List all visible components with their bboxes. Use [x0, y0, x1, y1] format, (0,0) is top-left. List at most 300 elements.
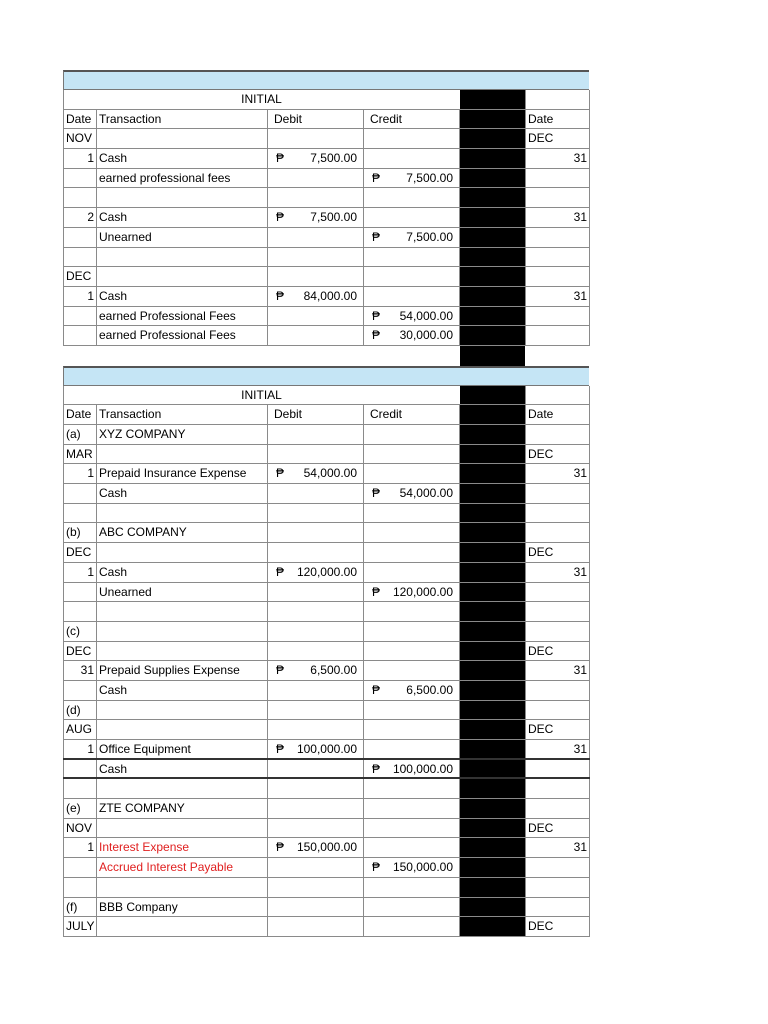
credit-cell-content [366, 228, 457, 247]
black-column-cell [460, 622, 525, 641]
credit-cell[interactable] [363, 464, 460, 483]
table-row [63, 523, 590, 543]
black-column-cell [460, 386, 525, 405]
black-column-cell [460, 248, 525, 267]
debit-cell-content [270, 740, 361, 758]
transaction-cell[interactable] [96, 642, 267, 661]
amount-value: 7,500.00 [310, 210, 357, 225]
journal-section-2 [63, 366, 590, 937]
amount-value: 6,500.00 [310, 663, 357, 678]
date-cell[interactable]: DEC [63, 267, 96, 286]
table-row [63, 563, 590, 583]
date2-cell[interactable] [525, 326, 590, 345]
date2-cell[interactable]: DEC [525, 642, 590, 661]
transaction-cell[interactable] [96, 248, 267, 267]
table-row [63, 602, 590, 622]
transaction-cell[interactable]: Cash [96, 287, 267, 306]
debit-cell[interactable] [267, 307, 363, 326]
table-row [63, 701, 590, 721]
date2-cell[interactable] [525, 523, 590, 542]
black-column-cell [460, 523, 525, 542]
debit-cell-content [270, 208, 361, 227]
date-cell[interactable]: 1 [63, 149, 96, 168]
date2-cell[interactable]: DEC [525, 129, 590, 148]
transaction-cell[interactable] [96, 917, 267, 936]
debit-cell[interactable] [267, 740, 363, 758]
black-column-cell [460, 681, 525, 700]
date-cell[interactable]: NOV [63, 129, 96, 148]
table-row [63, 208, 590, 228]
debit-cell[interactable] [267, 326, 363, 345]
date-cell[interactable]: (d) [63, 701, 96, 720]
credit-cell[interactable] [363, 898, 460, 917]
debit-cell[interactable] [267, 543, 363, 562]
initial-label: INITIAL [241, 92, 282, 106]
header-credit: Credit [363, 405, 460, 424]
header-debit: Debit [267, 405, 363, 424]
date-cell[interactable]: (e) [63, 799, 96, 818]
black-column-cell [460, 917, 525, 936]
credit-cell[interactable] [363, 661, 460, 680]
transaction-cell[interactable]: Prepaid Supplies Expense [96, 661, 267, 680]
date-cell[interactable] [63, 248, 96, 267]
amount-value: 120,000.00 [392, 584, 453, 599]
debit-cell[interactable] [267, 838, 363, 857]
peso-symbol: ₱ [372, 584, 381, 599]
amount-value: 6,500.00 [406, 682, 453, 697]
date2-cell[interactable] [525, 760, 590, 778]
date2-cell[interactable]: 31 [525, 838, 590, 857]
date2-cell[interactable]: 31 [525, 208, 590, 227]
table-row [63, 248, 590, 268]
debit-cell[interactable] [267, 661, 363, 680]
debit-cell[interactable] [267, 188, 363, 207]
transaction-cell[interactable]: XYZ COMPANY [96, 425, 267, 444]
debit-cell[interactable] [267, 287, 363, 306]
transaction-cell[interactable]: Cash [96, 760, 267, 778]
debit-cell[interactable] [267, 504, 363, 523]
amount-value: 150,000.00 [296, 840, 357, 855]
table-row [63, 169, 590, 189]
date-cell[interactable]: MAR [63, 445, 96, 464]
date2-cell[interactable] [525, 799, 590, 818]
black-column-cell [460, 779, 525, 798]
credit-cell[interactable] [363, 858, 460, 877]
credit-cell[interactable] [363, 169, 460, 188]
debit-cell[interactable] [267, 583, 363, 602]
transaction-cell[interactable]: Unearned [96, 583, 267, 602]
debit-cell[interactable] [267, 464, 363, 483]
table-row [63, 149, 590, 169]
journal-section-1 [63, 70, 590, 346]
transaction-cell[interactable]: earned Professional Fees [96, 326, 267, 345]
transaction-cell[interactable]: Cash [96, 484, 267, 503]
section-header-band [63, 70, 589, 90]
credit-cell[interactable] [363, 267, 460, 286]
debit-cell[interactable] [267, 858, 363, 877]
initial-row [63, 90, 590, 110]
date-cell[interactable]: 1 [63, 838, 96, 857]
credit-cell[interactable] [363, 425, 460, 444]
black-column-cell [460, 188, 525, 207]
date2-cell[interactable]: DEC [525, 445, 590, 464]
debit-cell[interactable] [267, 445, 363, 464]
black-column-cell [460, 287, 525, 306]
black-column-cell [460, 129, 525, 148]
debit-cell[interactable] [267, 602, 363, 621]
debit-cell[interactable] [267, 149, 363, 168]
table-row [63, 878, 590, 898]
black-column-cell [460, 228, 525, 247]
credit-cell[interactable] [363, 208, 460, 227]
date2-cell[interactable]: 31 [525, 464, 590, 483]
black-column-cell [460, 267, 525, 286]
credit-cell[interactable] [363, 602, 460, 621]
credit-cell[interactable] [363, 917, 460, 936]
transaction-cell[interactable] [96, 129, 267, 148]
transaction-cell[interactable]: ABC COMPANY [96, 523, 267, 542]
credit-cell[interactable] [363, 720, 460, 739]
peso-symbol: ₱ [372, 229, 381, 244]
debit-cell-content [270, 149, 361, 168]
credit-cell[interactable] [363, 563, 460, 582]
date-cell[interactable] [63, 228, 96, 247]
credit-cell[interactable] [363, 583, 460, 602]
date2-cell[interactable] [525, 622, 590, 641]
credit-cell-content [366, 307, 457, 326]
debit-cell[interactable] [267, 129, 363, 148]
transaction-cell[interactable] [96, 779, 267, 798]
date-cell[interactable]: (a) [63, 425, 96, 444]
transaction-cell[interactable]: Cash [96, 563, 267, 582]
peso-symbol: ₱ [372, 682, 381, 697]
transaction-cell[interactable] [96, 878, 267, 897]
credit-cell-content [366, 484, 457, 503]
black-column-cell [460, 898, 525, 917]
peso-symbol: ₱ [276, 466, 285, 481]
debit-cell-content [270, 287, 361, 306]
date2-cell[interactable]: DEC [525, 720, 590, 739]
header-date-right: Date [525, 110, 590, 129]
debit-cell[interactable] [267, 267, 363, 286]
credit-cell[interactable] [363, 779, 460, 798]
date2-cell[interactable] [525, 701, 590, 720]
credit-cell[interactable] [363, 878, 460, 897]
black-column-cell [460, 819, 525, 838]
debit-cell[interactable] [267, 523, 363, 542]
debit-cell[interactable] [267, 642, 363, 661]
credit-cell[interactable] [363, 504, 460, 523]
credit-cell[interactable] [363, 819, 460, 838]
table-row [63, 740, 590, 760]
date2-cell[interactable] [525, 504, 590, 523]
debit-cell[interactable] [267, 563, 363, 582]
date2-cell[interactable] [525, 681, 590, 700]
credit-cell[interactable] [363, 445, 460, 464]
credit-cell[interactable] [363, 622, 460, 641]
table-row [63, 819, 590, 839]
black-column-cell [460, 720, 525, 739]
table-row [63, 681, 590, 701]
date-cell[interactable] [63, 583, 96, 602]
date-cell[interactable]: (f) [63, 898, 96, 917]
date2-cell[interactable] [525, 267, 590, 286]
black-column-cell [460, 543, 525, 562]
credit-cell[interactable] [363, 523, 460, 542]
date2-cell[interactable]: 31 [525, 740, 590, 758]
table-row [63, 799, 590, 819]
date2-cell[interactable] [525, 386, 590, 405]
table-row [63, 484, 590, 504]
initial-label: INITIAL [241, 387, 282, 402]
transaction-cell[interactable] [96, 622, 267, 641]
date-cell[interactable]: 1 [63, 563, 96, 582]
peso-symbol: ₱ [372, 860, 381, 875]
amount-value: 100,000.00 [392, 761, 453, 776]
table-row [63, 720, 590, 740]
debit-cell[interactable] [267, 779, 363, 798]
debit-cell[interactable] [267, 228, 363, 247]
date2-cell[interactable]: 31 [525, 287, 590, 306]
date-cell[interactable]: 31 [63, 661, 96, 680]
date-cell[interactable] [63, 858, 96, 877]
date-cell[interactable]: NOV [63, 819, 96, 838]
amount-value: 100,000.00 [296, 742, 357, 756]
debit-cell[interactable] [267, 248, 363, 267]
debit-cell[interactable] [267, 484, 363, 503]
black-column-cell [460, 760, 525, 778]
date-cell[interactable] [63, 504, 96, 523]
peso-symbol: ₱ [372, 486, 381, 501]
date2-cell[interactable] [525, 188, 590, 207]
black-column-cell [460, 602, 525, 621]
date2-cell[interactable] [525, 779, 590, 798]
credit-cell[interactable] [363, 681, 460, 700]
black-column-cell [460, 583, 525, 602]
amount-value: 7,500.00 [406, 229, 453, 244]
date-cell[interactable]: (b) [63, 523, 96, 542]
date2-cell[interactable] [525, 90, 590, 109]
amount-value: 7,500.00 [406, 170, 453, 185]
credit-cell[interactable] [363, 188, 460, 207]
date2-cell[interactable] [525, 602, 590, 621]
table-row [63, 661, 590, 681]
table-row [63, 858, 590, 878]
black-column-cell [460, 740, 525, 758]
amount-value: 30,000.00 [399, 328, 453, 343]
date2-cell[interactable]: 31 [525, 149, 590, 168]
date-cell[interactable] [63, 602, 96, 621]
amount-value: 7,500.00 [310, 151, 357, 166]
section-gap [63, 346, 590, 366]
credit-cell[interactable] [363, 307, 460, 326]
amount-value: 54,000.00 [399, 486, 453, 501]
credit-cell[interactable] [363, 228, 460, 247]
section-header-band [63, 366, 589, 386]
date-cell[interactable]: (c) [63, 622, 96, 641]
debit-cell[interactable] [267, 681, 363, 700]
transaction-cell[interactable]: Interest Expense [96, 838, 267, 857]
credit-cell[interactable] [363, 149, 460, 168]
date2-cell[interactable] [525, 858, 590, 877]
table-row [63, 287, 590, 307]
transaction-cell[interactable]: ZTE COMPANY [96, 799, 267, 818]
date2-cell[interactable] [525, 307, 590, 326]
credit-cell-content [366, 583, 457, 602]
transaction-cell[interactable]: Accrued Interest Payable [96, 858, 267, 877]
black-column-cell [460, 326, 525, 345]
date2-cell[interactable]: DEC [525, 819, 590, 838]
journal-sheet [63, 70, 590, 937]
credit-cell-content [366, 681, 457, 700]
transaction-cell[interactable]: earned professional fees [96, 169, 267, 188]
black-column-cell [460, 464, 525, 483]
credit-cell[interactable] [363, 543, 460, 562]
debit-cell[interactable] [267, 878, 363, 897]
black-column-cell [460, 799, 525, 818]
credit-cell[interactable] [363, 701, 460, 720]
date2-cell[interactable] [525, 248, 590, 267]
date2-cell[interactable]: DEC [525, 543, 590, 562]
credit-cell-content [366, 760, 457, 778]
transaction-cell[interactable]: Cash [96, 681, 267, 700]
transaction-cell[interactable] [96, 267, 267, 286]
transaction-cell[interactable] [96, 188, 267, 207]
date-cell[interactable] [63, 760, 96, 778]
date2-cell[interactable]: 31 [525, 563, 590, 582]
date2-cell[interactable] [525, 484, 590, 503]
date-cell[interactable]: JULY [63, 917, 96, 936]
amount-value: 84,000.00 [303, 288, 357, 303]
table-row [63, 779, 590, 799]
debit-cell[interactable] [267, 701, 363, 720]
transaction-cell[interactable]: earned Professional Fees [96, 307, 267, 326]
transaction-cell[interactable] [96, 504, 267, 523]
black-column-cell [460, 701, 525, 720]
table-row [63, 622, 590, 642]
date-cell[interactable]: 1 [63, 464, 96, 483]
transaction-cell[interactable] [96, 720, 267, 739]
date2-cell[interactable] [525, 898, 590, 917]
date2-cell[interactable]: 31 [525, 661, 590, 680]
header-date: Date [63, 405, 96, 424]
transaction-cell[interactable]: Cash [96, 149, 267, 168]
debit-cell[interactable] [267, 720, 363, 739]
credit-cell[interactable] [363, 799, 460, 818]
black-column-cell [460, 405, 525, 424]
date-cell[interactable]: DEC [63, 642, 96, 661]
credit-cell[interactable] [363, 326, 460, 345]
debit-cell[interactable] [267, 169, 363, 188]
black-column-cell [460, 208, 525, 227]
date2-cell[interactable] [525, 425, 590, 444]
date-cell[interactable] [63, 681, 96, 700]
table-row [63, 445, 590, 465]
debit-cell[interactable] [267, 819, 363, 838]
peso-symbol: ₱ [276, 742, 285, 756]
table-row [63, 267, 590, 287]
peso-symbol: ₱ [372, 308, 381, 323]
date2-cell[interactable] [525, 228, 590, 247]
transaction-cell[interactable]: Prepaid Insurance Expense [96, 464, 267, 483]
credit-cell[interactable] [363, 838, 460, 857]
date-cell[interactable]: 2 [63, 208, 96, 227]
header-date-right: Date [525, 405, 590, 424]
debit-cell[interactable] [267, 208, 363, 227]
black-column-cell [460, 878, 525, 897]
date-cell[interactable]: AUG [63, 720, 96, 739]
black-column-cell [460, 445, 525, 464]
peso-symbol: ₱ [276, 564, 285, 579]
credit-cell-content [366, 169, 457, 188]
credit-cell[interactable] [363, 248, 460, 267]
credit-cell[interactable] [363, 740, 460, 758]
date-cell[interactable] [63, 326, 96, 345]
peso-symbol: ₱ [276, 663, 285, 678]
debit-cell[interactable] [267, 760, 363, 778]
date-cell[interactable] [63, 188, 96, 207]
credit-cell[interactable] [363, 642, 460, 661]
black-column-cell [460, 563, 525, 582]
credit-cell[interactable] [363, 287, 460, 306]
column-header-row [63, 405, 590, 425]
date2-cell[interactable]: DEC [525, 917, 590, 936]
credit-cell[interactable] [363, 484, 460, 503]
date-cell[interactable] [63, 878, 96, 897]
transaction-cell[interactable]: Office Equipment [96, 740, 267, 758]
date-cell[interactable]: DEC [63, 543, 96, 562]
table-row [63, 504, 590, 524]
table-row [63, 307, 590, 327]
transaction-cell[interactable] [96, 445, 267, 464]
date-cell[interactable] [63, 307, 96, 326]
transaction-cell[interactable] [96, 602, 267, 621]
debit-cell[interactable] [267, 917, 363, 936]
debit-cell-content [270, 838, 361, 857]
black-column-cell [460, 110, 525, 129]
debit-cell[interactable] [267, 622, 363, 641]
transaction-cell[interactable]: Unearned [96, 228, 267, 247]
debit-cell[interactable] [267, 898, 363, 917]
black-column-cell [460, 90, 525, 109]
amount-value: 150,000.00 [392, 860, 453, 875]
amount-value: 120,000.00 [296, 564, 357, 579]
transaction-cell[interactable] [96, 701, 267, 720]
date-cell[interactable] [63, 169, 96, 188]
date-cell[interactable] [63, 484, 96, 503]
table-row [63, 642, 590, 662]
date-cell[interactable] [63, 779, 96, 798]
table-row [63, 917, 590, 937]
transaction-cell[interactable]: BBB Company [96, 898, 267, 917]
black-column-cell [460, 484, 525, 503]
debit-cell[interactable] [267, 799, 363, 818]
date2-cell[interactable] [525, 169, 590, 188]
transaction-cell[interactable]: Cash [96, 208, 267, 227]
black-column-cell [460, 642, 525, 661]
debit-cell[interactable] [267, 425, 363, 444]
transaction-cell[interactable] [96, 819, 267, 838]
debit-cell-content [270, 563, 361, 582]
date-cell[interactable]: 1 [63, 287, 96, 306]
date2-cell[interactable] [525, 878, 590, 897]
credit-cell[interactable] [363, 760, 460, 778]
transaction-cell[interactable] [96, 543, 267, 562]
table-row [63, 129, 590, 149]
credit-cell[interactable] [363, 129, 460, 148]
date2-cell[interactable] [525, 583, 590, 602]
date-cell[interactable]: 1 [63, 740, 96, 758]
